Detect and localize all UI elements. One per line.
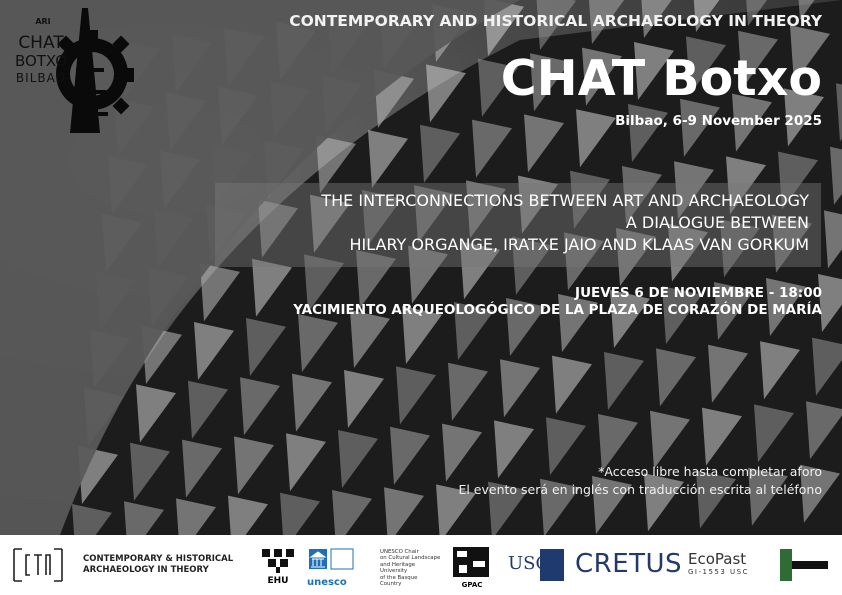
gpac-mark-icon (453, 547, 489, 577)
access-note: *Acceso libre hasta completar aforo (598, 464, 822, 479)
unesco-chair-line: University (380, 568, 408, 575)
chat-footer-text (83, 554, 233, 576)
unesco-logo (307, 547, 357, 589)
event-date-time: JUEVES 6 DE NOVIEMBRE - 18:00 (575, 285, 822, 301)
usc-seal-icon (506, 547, 566, 583)
unesco-chair-line: of the Basque (380, 574, 418, 581)
unesco-chair-line: on Cultural Landscape (380, 555, 441, 562)
conference-series: CONTEMPORARY AND HISTORICAL ARCHAEOLOGY IN THEORY (289, 12, 822, 30)
unesco-chair-line: Country (380, 581, 402, 588)
language-note: El evento será en inglés con traducción escrita al teléfono (458, 482, 822, 497)
gpac-logo (453, 547, 491, 587)
chat-botxo-logo (10, 8, 135, 133)
logo-line1: CHAT (18, 33, 64, 53)
talk-title (321, 190, 809, 256)
ecopast-logo (688, 550, 766, 584)
chat-footer-line1: CONTEMPORARY & HISTORICAL (83, 554, 234, 564)
talk-line-2: A DIALOGUE BETWEEN (625, 213, 809, 232)
event-details (293, 285, 822, 319)
gpac-label: GPAC (461, 581, 483, 589)
logo-line3: BILBAO (15, 71, 67, 85)
event-venue: YACIMIENTO ARQUEOLOGÓGICO DE LA PLAZA DE CORAZÓN DE MARÍA (293, 302, 822, 318)
chat-footer-line2: ARCHAEOLOGY IN THEORY (83, 565, 209, 575)
sponsor-footer (0, 535, 842, 595)
logo-line2: BOTXO (14, 52, 68, 70)
chat-logo-mark (12, 547, 64, 583)
usc-logo (506, 547, 566, 583)
unesco-chair-line: and Heritage (380, 561, 416, 568)
talk-line-1: THE INTERCONNECTIONS BETWEEN ART AND ARCHAEOLOGY (321, 191, 809, 210)
ehu-label: EHU (267, 576, 289, 586)
unesco-temple-icon (307, 547, 357, 573)
ehu-tree-icon (260, 547, 296, 573)
usc-label: USC (508, 553, 550, 574)
unesco-label: unesco (307, 577, 347, 588)
logo-badge: ARI (35, 17, 51, 26)
ecopast-sub: GI-1553 USC (688, 568, 750, 576)
unesco-chair-line: UNESCO Chair (380, 549, 419, 555)
talk-line-3: HILARY ORGANGE, IRATXE JAIO AND KLAAS VAN GORKUM (349, 235, 809, 254)
conference-title: CHAT Botxo (500, 50, 822, 107)
unesco-chair-text (380, 549, 450, 587)
conference-dates: Bilbao, 6-9 November 2025 (615, 113, 822, 129)
cretus-logo: CRETUS (575, 549, 683, 579)
event-notes (458, 463, 822, 499)
ecopast-label: EcoPast (688, 550, 747, 568)
ehu-logo (258, 547, 298, 587)
green-flag-logo (780, 549, 828, 581)
